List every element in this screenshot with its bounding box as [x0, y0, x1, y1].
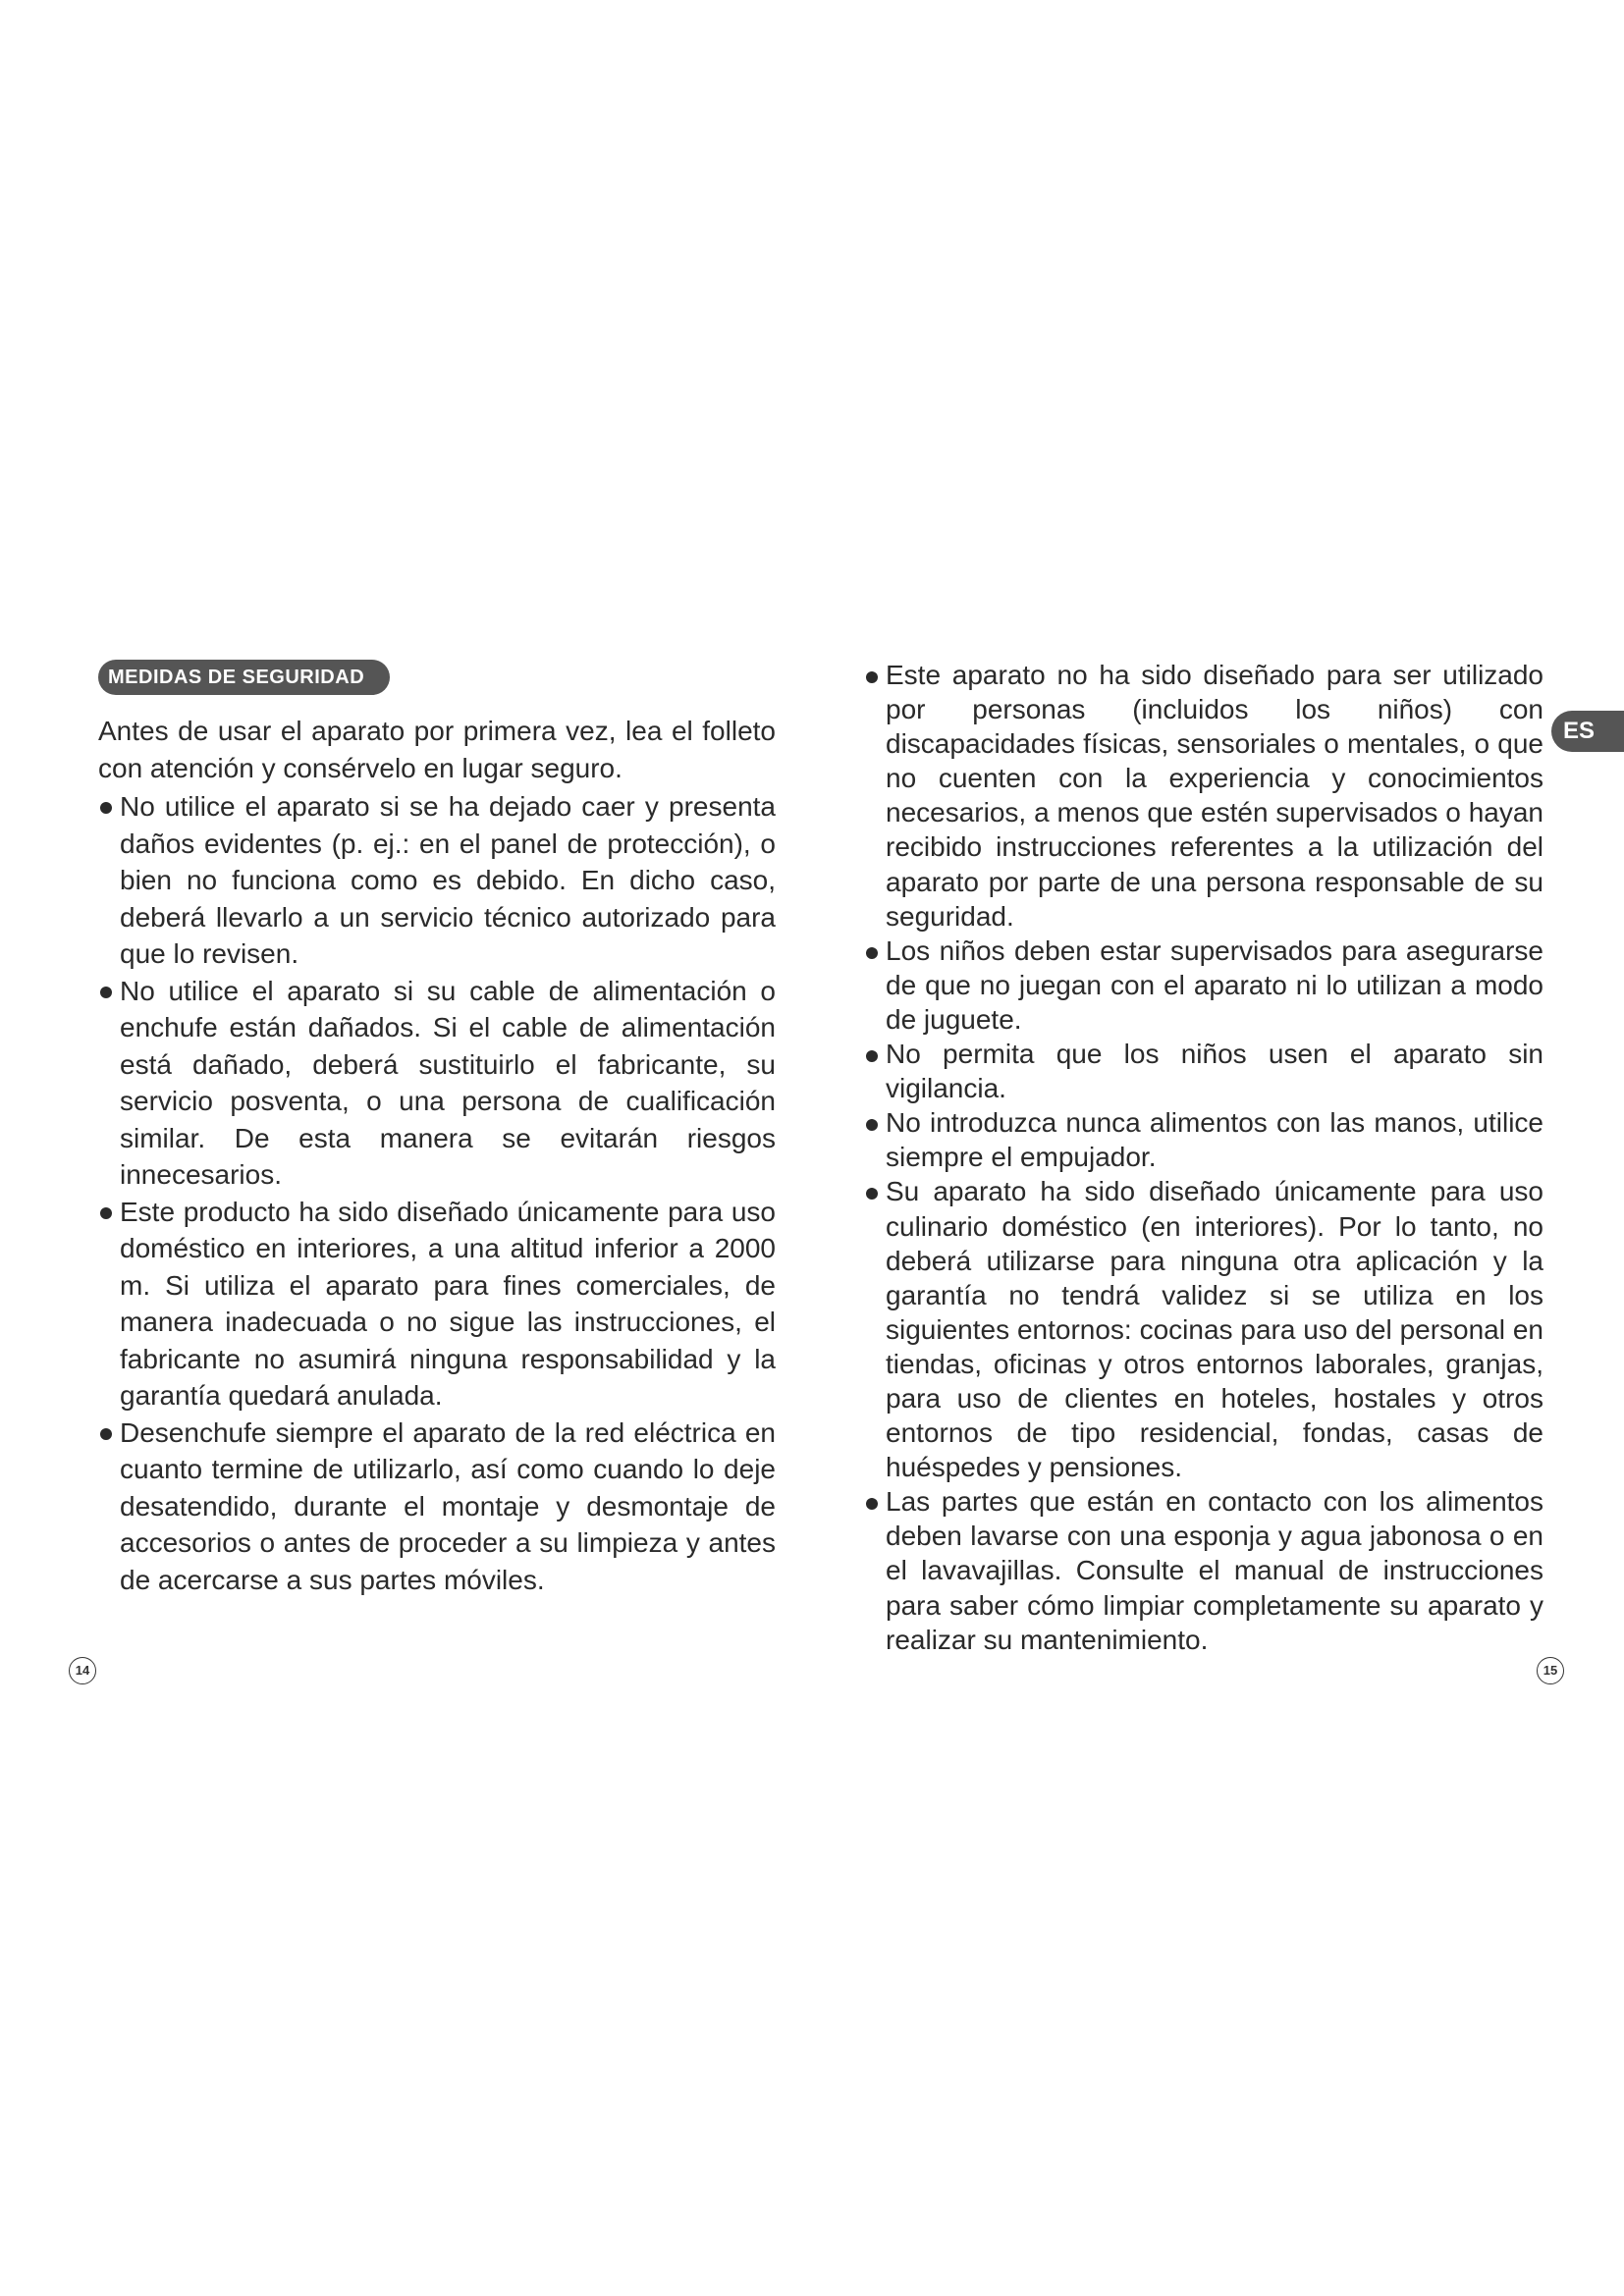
list-item: No permita que los niños usen el aparato sin vigilancia. [864, 1037, 1543, 1105]
list-item: No utilice el aparato si su cable de alimentación o enchufe están dañados. Si el cable de alimentación está dañado, deberá sustituirlo el fabricante, su servicio posventa, o una persona de cualificación similar. De esta manera se evitarán riesgos innecesarios. [98, 973, 776, 1194]
list-item: Los niños deben estar supervisados para asegurarse de que no juegan con el aparato ni lo utilizan a modo de juguete. [864, 934, 1543, 1037]
list-item: Este producto ha sido diseñado únicamente para uso doméstico en interiores, a una altitud inferior a 2000 m. Si utiliza el aparato para fines comerciales, de manera inadecuada o no sigue las instrucciones, el fabricante no asumirá ninguna responsabilidad y la garantía quedará anulada. [98, 1194, 776, 1415]
list-item: No introduzca nunca alimentos con las manos, utilice siempre el empujador. [864, 1105, 1543, 1174]
list-item: Las partes que están en contacto con los alimentos deben lavarse con una esponja y agua jabonosa o en el lavavajillas. Consulte el manual de instrucciones para saber cómo limpiar completamente su aparato y realizar su mantenimiento. [864, 1484, 1543, 1656]
section-title: MEDIDAS DE SEGURIDAD [98, 660, 390, 695]
language-tab: ES [1551, 711, 1624, 752]
list-item: Desenchufe siempre el aparato de la red eléctrica en cuanto termine de utilizarlo, así como cuando lo deje desatendido, durante el montaje y desmontaje de accesorios o antes de proceder a su limpieza y antes de acercarse a sus partes móviles. [98, 1415, 776, 1599]
intro-paragraph: Antes de usar el aparato por primera vez, lea el folleto con atención y consérvelo en lugar seguro. [98, 716, 776, 783]
page-number-right: 15 [1537, 1657, 1564, 1684]
page-number-left: 14 [69, 1657, 96, 1684]
left-safety-list [98, 788, 776, 1598]
right-safety-list [864, 658, 1543, 1657]
list-item: Este aparato no ha sido diseñado para ser utilizado por personas (incluidos los niños) con discapacidades físicas, sensoriales o mentales, o que no cuenten con la experiencia y conocimientos necesarios, a menos que estén supervisados o hayan recibido instrucciones referentes a la utilización del aparato por parte de una persona responsable de su seguridad. [864, 658, 1543, 934]
list-item: No utilice el aparato si se ha dejado caer y presenta daños evidentes (p. ej.: en el panel de protección), o bien no funciona como es debido. En dicho caso, deberá llevarlo a un servicio técnico autorizado para que lo revisen. [98, 788, 776, 973]
list-item: Su aparato ha sido diseñado únicamente para uso culinario doméstico (en interiores). Por lo tanto, no deberá utilizarse para ninguna otra aplicación y la garantía no tendrá validez si se utiliza en los siguientes entornos: cocinas para uso del personal en tiendas, oficinas y otros entornos laborales, granjas, para uso de clientes en hoteles, hostales y otros entornos de tipo residencial, fondas, casas de huéspedes y pensiones. [864, 1174, 1543, 1484]
